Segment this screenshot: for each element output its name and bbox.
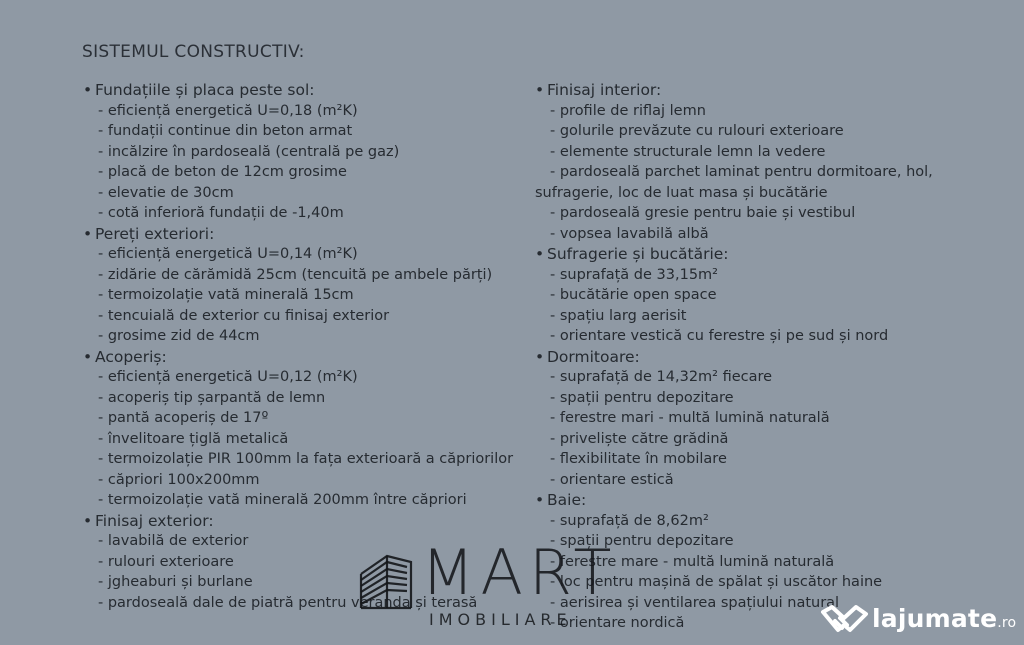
list-item: - pardoseală dale de piatră pentru veranda și terasă: [98, 594, 478, 611]
list-item: - orientare estică: [550, 471, 674, 488]
section-living-kitchen: [535, 244, 965, 347]
logo-wordmark: MART: [421, 536, 618, 609]
bullet-icon: •: [83, 224, 93, 243]
section-heading-text: Baie:: [547, 491, 587, 509]
section-heading-text: Pereți exteriori:: [95, 224, 215, 243]
handshake-icon: [820, 604, 870, 634]
list-item: - suprafață de 8,62m²: [550, 512, 709, 529]
list-item: - acoperiș tip șarpantă de lemn: [98, 389, 326, 406]
list-item: - eficiență energetică U=0,12 (m²K): [98, 369, 358, 385]
section-heading: [83, 80, 523, 101]
bullet-icon: •: [535, 491, 545, 509]
list-item: - placă de beton de 12cm grosime: [98, 164, 347, 180]
left-column: [83, 80, 523, 613]
list-item: - jgheaburi și burlane: [98, 574, 253, 590]
list-item: - spații pentru depozitare: [550, 533, 734, 549]
list-item: - flexibilitate în mobilare: [550, 451, 727, 467]
section-heading-text: Acoperiș:: [95, 347, 167, 366]
section-heading: [83, 511, 523, 532]
list-item: - suprafață de 14,32m² fiecare: [550, 369, 773, 385]
section-heading: [535, 347, 965, 368]
list-item: - zidărie de cărămidă 25cm (tencuită pe ambele părți): [98, 266, 493, 283]
list-item: - învelitoare țiglă metalică: [98, 430, 289, 447]
bullet-icon: •: [83, 511, 93, 530]
list-item: - orientare vestică cu ferestre și pe sud și nord: [550, 328, 889, 344]
section-roof: [83, 347, 523, 511]
list-item: - profile de riflaj lemn: [550, 102, 706, 119]
section-exterior-walls: [83, 224, 523, 347]
list-item: - golurile prevăzute cu rulouri exterioare: [550, 123, 844, 139]
section-heading: [535, 80, 965, 101]
list-item: - ferestre mare - multă lumină naturală: [550, 553, 835, 570]
section-heading-text: Fundațiile și placa peste sol:: [95, 81, 315, 99]
list-item: - aerisirea și ventilarea spațiului natural: [550, 594, 840, 611]
list-item: - bucătărie open space: [550, 287, 717, 303]
list-item: - elemente structurale lemn la vedere: [550, 143, 826, 160]
list-item: - termoizolație PIR 100mm la fața exterioară a căpriorilor: [98, 451, 514, 467]
page-title: SISTEMUL CONSTRUCTIV:: [82, 42, 305, 62]
section-heading-text: Dormitoare:: [547, 347, 640, 366]
list-item: - fundații continue din beton armat: [98, 123, 353, 139]
section-interior-finish: [535, 80, 965, 244]
list-item: - spații pentru depozitare: [550, 389, 734, 406]
list-item: - rulouri exterioare: [98, 553, 234, 570]
list-item: - pardoseală parchet laminat pentru dormitoare, hol, sufragerie, loc de luat masa și bucătărie: [535, 164, 933, 201]
list-item: - pardoseală gresie pentru baie și vestibul: [550, 205, 856, 221]
section-heading-text: Finisaj interior:: [547, 81, 662, 99]
list-item: - suprafață de 33,15m²: [550, 266, 718, 283]
section-bedrooms: [535, 347, 965, 491]
list-item: - eficiență energetică U=0,14 (m²K): [98, 246, 358, 262]
lajumate-tld: .ro: [997, 615, 1017, 631]
list-item: - eficiență energetică U=0,18 (m²K): [98, 102, 358, 119]
list-item: - pantă acoperiș de 17º: [98, 410, 269, 426]
list-item: - incălzire în pardoseală (centrală pe gaz): [98, 143, 400, 160]
list-item: - cotă inferioră fundații de -1,40m: [98, 205, 344, 221]
list-item: - elevatie de 30cm: [98, 184, 234, 201]
list-item: - termoizolație vată minerală 15cm: [98, 287, 354, 303]
lajumate-watermark: [820, 598, 1020, 638]
section-heading: [83, 347, 523, 368]
bullet-icon: •: [535, 81, 545, 99]
list-item: - termoizolație vată minerală 200mm între căpriori: [98, 492, 467, 508]
list-item: - spațiu larg aerisit: [550, 307, 687, 324]
list-item: - loc pentru mașină de spălat și uscător haine: [550, 574, 883, 590]
section-heading-text: Sufragerie și bucătărie:: [547, 245, 729, 263]
bullet-icon: •: [535, 245, 545, 263]
list-item: - orientare nordică: [550, 615, 685, 631]
list-item: - vopsea lavabilă albă: [550, 225, 709, 242]
section-heading: [535, 244, 965, 265]
list-item: - căpriori 100x200mm: [98, 471, 260, 488]
lajumate-name: lajumate: [872, 604, 998, 633]
lajumate-text: [872, 604, 1016, 633]
section-heading: [83, 224, 523, 245]
logo-subtitle: IMOBILIARE: [429, 610, 572, 629]
list-item: - priveliște către grădină: [550, 430, 729, 447]
list-item: - grosime zid de 44cm: [98, 328, 260, 344]
bullet-icon: •: [83, 81, 93, 99]
section-foundations: [83, 80, 523, 224]
list-item: - tencuială de exterior cu finisaj exterior: [98, 307, 390, 324]
list-item: - ferestre mari - multă lumină naturală: [550, 410, 830, 426]
list-item: - lavabilă de exterior: [98, 533, 249, 549]
section-heading-text: Finisaj exterior:: [95, 511, 214, 530]
building-logo-icon: [357, 552, 415, 610]
bullet-icon: •: [535, 347, 545, 366]
bullet-icon: •: [83, 347, 93, 366]
section-heading: [535, 490, 965, 511]
